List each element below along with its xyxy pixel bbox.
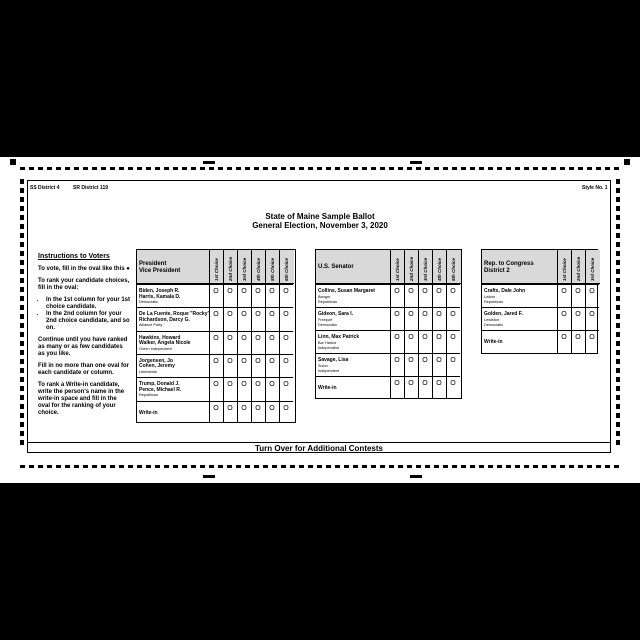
candidate-row xyxy=(316,284,460,307)
candidate-row xyxy=(137,401,293,424)
instructions-p1: To vote, fill in the oval like this xyxy=(38,266,125,272)
rank-oval[interactable]: O xyxy=(241,404,247,412)
candidate-party: Republican xyxy=(318,300,337,304)
candidate-party: Libertarian xyxy=(139,369,157,374)
rank-oval[interactable]: O xyxy=(283,334,289,342)
candidate-running-mate: Harris, Kamala D. xyxy=(139,293,181,300)
candidate-town: Lewiston xyxy=(484,317,499,322)
rank-oval[interactable]: O xyxy=(561,288,567,295)
candidate-name xyxy=(484,289,525,306)
rank-oval[interactable]: O xyxy=(422,288,428,295)
choice-column-header xyxy=(586,250,600,284)
rank-oval[interactable]: O xyxy=(255,334,261,342)
contest-title: Rep. to Congress xyxy=(484,261,534,267)
rank-oval[interactable]: O xyxy=(241,334,247,342)
filled-oval-icon: ● xyxy=(126,266,130,272)
rank-oval[interactable]: O xyxy=(213,311,219,319)
rank-oval[interactable]: O xyxy=(255,381,261,389)
rank-oval[interactable]: O xyxy=(408,288,414,295)
candidate-row xyxy=(316,307,460,330)
contest-senate-header xyxy=(316,250,390,284)
choice-label: 4th Choice xyxy=(437,257,442,281)
rank-oval[interactable]: O xyxy=(575,288,581,295)
candidate-party: Independent xyxy=(318,369,340,373)
candidate-running-mate: Pence, Michael R. xyxy=(139,386,182,393)
choice-label: 1st Choice xyxy=(214,258,219,281)
rank-oval[interactable]: O xyxy=(589,334,595,341)
candidate-name-line: Collins, Susan Margaret xyxy=(318,288,375,294)
rank-oval[interactable]: O xyxy=(450,288,456,295)
choice-label: 6th Choice xyxy=(284,257,289,281)
candidate-row xyxy=(137,331,293,354)
rank-oval[interactable]: O xyxy=(575,334,581,341)
candidate-row xyxy=(137,354,293,377)
contest-title-2: Vice President xyxy=(139,268,181,274)
rank-oval[interactable]: O xyxy=(422,357,428,364)
choice-label: 3rd Choice xyxy=(423,257,428,281)
rank-oval[interactable]: O xyxy=(283,288,289,295)
candidate-name xyxy=(318,289,375,306)
instructions-p4: Fill in no more than one oval for each candidate or column. xyxy=(38,363,130,376)
rank-oval[interactable]: O xyxy=(436,288,442,295)
rank-oval[interactable]: O xyxy=(575,311,581,318)
candidate-row xyxy=(316,330,460,353)
candidate-name-line: Biden, Joseph R. xyxy=(139,288,180,294)
contest-president xyxy=(136,249,296,423)
contest-title: President xyxy=(139,261,167,267)
rank-oval[interactable]: O xyxy=(269,404,275,412)
candidate-row xyxy=(482,307,599,330)
rank-oval[interactable]: O xyxy=(213,288,219,295)
candidate-name xyxy=(318,335,359,352)
rank-oval[interactable]: O xyxy=(450,311,456,318)
corner-mark xyxy=(10,159,16,165)
candidate-party: Democratic xyxy=(484,323,504,327)
instructions-b1: • In the 1st column for your 1st choice candidate. xyxy=(46,297,130,311)
sr-district: SR District 119 xyxy=(73,185,109,191)
rank-oval[interactable]: O xyxy=(241,311,247,319)
instructions-p5: To rank a Write-in candidate, write the person's name in the write-in space and fill in the oval for the ranking of your choice. xyxy=(38,382,125,416)
timing-marks-top xyxy=(20,167,620,170)
candidate-party: Republican xyxy=(139,393,158,398)
rank-oval[interactable]: O xyxy=(283,381,289,389)
rank-oval[interactable]: O xyxy=(269,288,275,295)
rank-oval[interactable]: O xyxy=(227,404,233,412)
candidate-name-line: Gideon, Sara I. xyxy=(318,311,354,317)
rank-oval[interactable]: O xyxy=(422,311,428,318)
rank-oval[interactable]: O xyxy=(408,334,414,341)
instructions-p3: Continue until you have ranked as many or as few candidates as you like. xyxy=(38,337,128,357)
rank-oval[interactable]: O xyxy=(394,311,400,318)
rank-oval[interactable]: O xyxy=(241,357,247,365)
rank-oval[interactable]: O xyxy=(589,311,595,318)
candidate-name-line: Write-in xyxy=(484,339,503,345)
candidate-name-line: Golden, Jared F. xyxy=(484,311,523,317)
candidate-town: Bar Harbor xyxy=(318,340,337,345)
rank-oval[interactable]: O xyxy=(422,334,428,341)
rank-oval[interactable]: O xyxy=(269,334,275,342)
contest-title: U.S. Senator xyxy=(318,264,354,270)
candidate-party: Republican xyxy=(484,300,503,304)
instructions-p2: To rank your candidate choices, fill in the oval: xyxy=(38,278,130,291)
candidate-name xyxy=(318,358,348,375)
choice-label: 5th Choice xyxy=(270,257,275,281)
candidate-party: Green Independent xyxy=(139,346,172,351)
candidate-name-line: Write-in xyxy=(139,409,158,416)
rank-oval[interactable]: O xyxy=(227,381,233,389)
choice-label: 3rd Choice xyxy=(590,257,595,281)
rank-oval[interactable]: O xyxy=(394,380,400,387)
choice-label: 2nd Choice xyxy=(576,256,581,281)
ss-district: SS District 4 xyxy=(30,185,60,191)
rank-oval[interactable]: O xyxy=(408,311,414,318)
candidate-row xyxy=(137,284,293,307)
candidate-town: Freeport xyxy=(318,317,333,322)
style-number: Style No. 1 xyxy=(582,185,608,191)
corner-mark xyxy=(624,159,630,165)
candidate-name-line: Savage, Lisa xyxy=(318,357,349,363)
candidate-party: Democratic xyxy=(139,300,159,304)
candidate-name xyxy=(484,312,523,329)
choice-column-header xyxy=(280,250,294,284)
turn-over-footer: Turn Over for Additional Contests xyxy=(27,442,611,453)
rank-oval[interactable]: O xyxy=(241,381,247,389)
rank-oval[interactable]: O xyxy=(227,311,233,319)
rank-oval[interactable]: O xyxy=(589,288,595,295)
registration-bar xyxy=(203,475,215,478)
rank-oval[interactable]: O xyxy=(561,334,567,341)
candidate-row xyxy=(316,376,460,399)
rank-oval[interactable]: O xyxy=(436,334,442,341)
rank-oval[interactable]: O xyxy=(450,357,456,364)
choice-label: 2nd Choice xyxy=(409,256,414,281)
choice-column-header xyxy=(252,250,266,284)
instructions xyxy=(38,253,130,422)
rank-oval[interactable]: O xyxy=(269,357,275,365)
registration-bar xyxy=(410,161,422,164)
contest-congress xyxy=(481,249,598,354)
rank-oval[interactable]: O xyxy=(241,288,247,295)
choice-column-header xyxy=(558,250,572,284)
rank-oval[interactable]: O xyxy=(450,334,456,341)
choice-column-header xyxy=(572,250,586,284)
candidate-row xyxy=(137,377,293,400)
candidate-name xyxy=(318,312,353,329)
choice-label: 5th Choice xyxy=(451,257,456,281)
choice-column-header xyxy=(433,250,447,284)
rank-oval[interactable]: O xyxy=(394,288,400,295)
rank-oval[interactable]: O xyxy=(408,380,414,387)
rank-oval[interactable]: O xyxy=(255,288,261,295)
rank-oval[interactable]: O xyxy=(255,311,261,319)
rank-oval[interactable]: O xyxy=(213,404,219,412)
contest-senate xyxy=(315,249,462,399)
choice-column-header xyxy=(224,250,238,284)
candidate-name xyxy=(484,340,503,346)
candidate-name xyxy=(139,312,210,329)
candidate-name-line: Trump, Donald J. xyxy=(139,381,180,388)
rank-oval[interactable]: O xyxy=(394,357,400,364)
choice-column-header xyxy=(447,250,461,284)
rank-oval[interactable]: O xyxy=(408,357,414,364)
candidate-party: Democratic xyxy=(318,323,338,327)
contest-title-2: District 2 xyxy=(484,268,510,274)
rank-oval[interactable]: O xyxy=(227,357,233,365)
registration-bar xyxy=(410,475,422,478)
instructions-heading: Instructions to Voters xyxy=(38,253,110,260)
candidate-name-line: Linn, Max Patrick xyxy=(318,334,360,340)
choice-label: 2nd Choice xyxy=(228,256,233,281)
choice-label: 1st Choice xyxy=(562,258,567,281)
candidate-name-line: Write-in xyxy=(318,385,337,391)
instructions-b2: • In the 2nd column for your 2nd choice candidate, and so on. xyxy=(46,311,130,332)
choice-column-header xyxy=(210,250,224,284)
candidate-town: Lisbon xyxy=(484,294,496,299)
candidate-row xyxy=(482,330,599,353)
candidate-name xyxy=(139,359,175,376)
registration-bar xyxy=(203,161,215,164)
rank-oval[interactable]: O xyxy=(436,357,442,364)
candidate-name xyxy=(139,336,191,353)
candidate-running-mate: Walker, Angela Nicole xyxy=(139,340,191,347)
candidate-running-mate: Cohen, Jeremy xyxy=(139,363,175,370)
rank-oval[interactable]: O xyxy=(227,288,233,295)
choice-column-header xyxy=(419,250,433,284)
choice-column-header xyxy=(405,250,419,284)
rank-oval[interactable]: O xyxy=(269,381,275,389)
candidate-row xyxy=(316,353,460,376)
rank-oval[interactable]: O xyxy=(213,381,219,389)
rank-oval[interactable]: O xyxy=(394,334,400,341)
rank-oval[interactable]: O xyxy=(227,334,233,342)
candidate-town: Solon xyxy=(318,363,328,368)
choice-label: 4th Choice xyxy=(256,257,261,281)
choice-column-header xyxy=(238,250,252,284)
candidate-name-line: Jorgensen, Jo xyxy=(139,357,173,364)
rank-oval[interactable]: O xyxy=(283,404,289,412)
ballot-sheet xyxy=(0,157,640,483)
candidate-name-line: Crafts, Dale John xyxy=(484,288,526,294)
candidate-running-mate: Richardson, Darcy G. xyxy=(139,316,190,323)
rank-oval[interactable]: O xyxy=(213,357,219,365)
rank-oval[interactable]: O xyxy=(436,311,442,318)
candidate-town: Bangor xyxy=(318,294,331,299)
timing-marks-bottom xyxy=(20,465,620,468)
candidate-name xyxy=(139,411,158,417)
candidate-name-line: De La Fuente, Roque "Rocky" xyxy=(139,311,210,318)
rank-oval[interactable]: O xyxy=(436,380,442,387)
rank-oval[interactable]: O xyxy=(561,311,567,318)
rank-oval[interactable]: O xyxy=(269,311,275,319)
candidate-row xyxy=(137,307,293,330)
candidate-name-line: Hawkins, Howard xyxy=(139,334,181,341)
rank-oval[interactable]: O xyxy=(283,357,289,365)
candidate-party: Independent xyxy=(318,346,340,350)
rank-oval[interactable]: O xyxy=(213,334,219,342)
candidate-name xyxy=(139,382,181,399)
candidate-name xyxy=(318,386,337,392)
choice-column-header xyxy=(266,250,280,284)
rank-oval[interactable]: O xyxy=(422,380,428,387)
contest-congress-header xyxy=(482,250,557,284)
rank-oval[interactable]: O xyxy=(255,357,261,365)
candidate-row xyxy=(482,284,599,307)
candidate-name xyxy=(139,289,180,306)
contest-president-header xyxy=(137,250,209,284)
ballot-subtitle: General Election, November 3, 2020 xyxy=(252,221,388,230)
rank-oval[interactable]: O xyxy=(283,311,289,319)
rank-oval[interactable]: O xyxy=(255,404,261,412)
ballot-title: State of Maine Sample Ballot xyxy=(265,212,375,221)
choice-label: 1st Choice xyxy=(395,258,400,281)
choice-column-header xyxy=(391,250,405,284)
rank-oval[interactable]: O xyxy=(450,380,456,387)
choice-label: 3rd Choice xyxy=(242,257,247,281)
candidate-party: Alliance Party xyxy=(139,323,163,328)
